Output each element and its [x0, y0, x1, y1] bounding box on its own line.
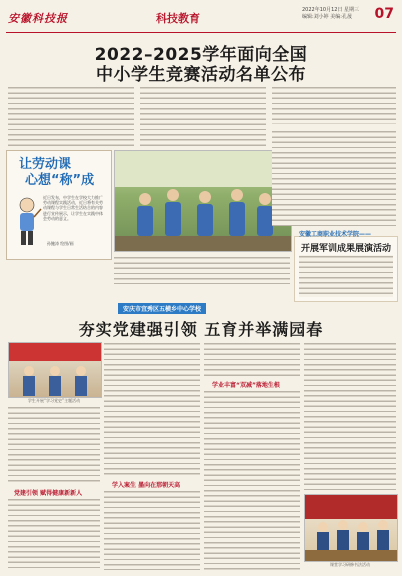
- sidebar-title-2: 心想“称”成: [25, 173, 95, 188]
- photo-caption-left: 学生开展“学习党史”主题活动: [27, 398, 81, 403]
- top-article-col-1: [8, 86, 134, 146]
- sidebar-credit: 孙鲍涛 绘图/画: [47, 241, 74, 246]
- sidebar-title-1: 让劳动课: [19, 157, 72, 172]
- military-training-box: [294, 231, 398, 302]
- bottom-col-1a: [8, 406, 100, 482]
- page-number: 07: [374, 6, 394, 22]
- masthead: [6, 4, 396, 33]
- subhead-party-building: 党建引领 赋得健康新新人: [14, 490, 83, 497]
- bottom-col-3b: [204, 390, 300, 570]
- top-article-col-2: [140, 86, 266, 146]
- bottom-col-4: [304, 342, 396, 490]
- cartoon-illustration: [11, 195, 43, 253]
- subhead-double-reduction: 学业丰富“双减”落地生根: [212, 382, 280, 389]
- box-kicker: 安徽工商职业技术学院——: [299, 231, 372, 238]
- labor-sidebar: [6, 150, 112, 260]
- photo-caption-text: [114, 256, 290, 284]
- date-line: 2022年10月12日 星期三: [302, 7, 360, 13]
- box-body: [299, 255, 393, 297]
- school-tag: 安庆市宜秀区五横乡中心学校: [118, 303, 206, 314]
- box-title: 开展军训成果展演活动: [301, 244, 392, 254]
- top-headline-line2: 中小学生竞赛活动名单公布: [96, 65, 306, 85]
- students-photo: [114, 150, 292, 252]
- top-headline-line1: 2022–2025学年面向全国: [94, 45, 308, 65]
- subhead-learning: 学入案生 墨向在那朝天高: [112, 482, 181, 489]
- bottom-col-3a: [204, 342, 300, 376]
- masthead-meta: [302, 7, 359, 21]
- bottom-headline: 夯实党建强引领 五育并举满园春: [78, 320, 324, 339]
- photo-caption-right: 课堂学习研修书法活动: [330, 562, 370, 567]
- calligraphy-photo: [304, 494, 398, 562]
- top-article-col-3: [272, 86, 396, 124]
- top-article-col-4: [272, 130, 396, 226]
- sidebar-body: 近日发布，中学生在学校大力推广劳动课程实践活动，近日将有关劳动课程与学生日常生活结合的内容进行宣传展示，让学生在实践中体会劳动的意义。: [43, 195, 103, 221]
- bottom-col-2b: [104, 490, 200, 570]
- paper-name: 安徽科技报: [8, 12, 68, 25]
- editor-line: 编辑:刘小婷 美编:孔晟: [302, 14, 352, 20]
- bottom-col-2a: [104, 342, 200, 476]
- section-title: 科技教育: [156, 12, 200, 25]
- party-history-photo: [8, 342, 102, 398]
- bottom-col-1b: [8, 498, 100, 570]
